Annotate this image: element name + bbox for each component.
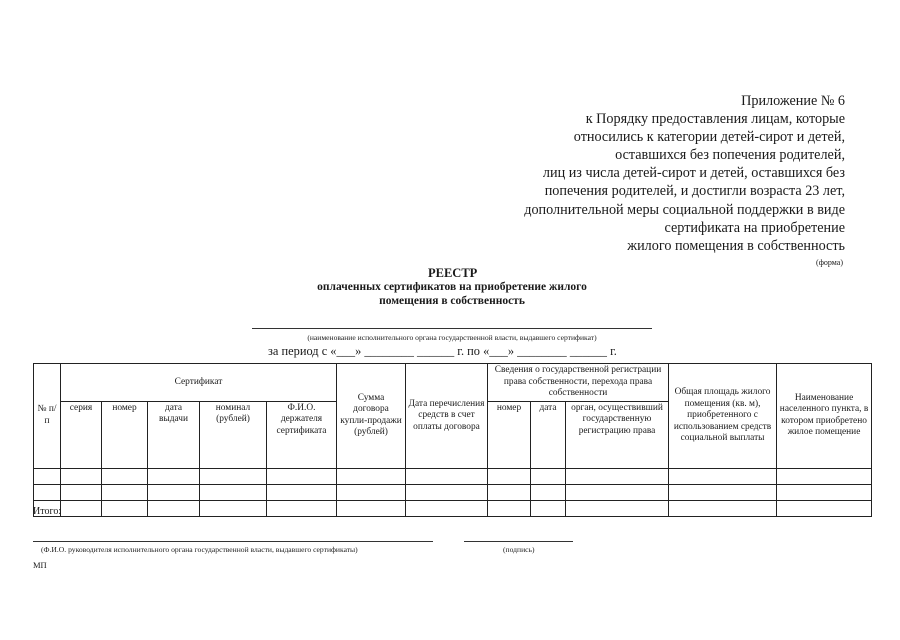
table-cell[interactable] [102, 468, 148, 484]
table-cell[interactable] [200, 468, 267, 484]
appendix-line: дополнительной меры социальной поддержки в виде [524, 201, 845, 218]
table-cell[interactable] [61, 500, 102, 516]
table-cell[interactable] [488, 484, 531, 500]
col-header-reg-date: дата [531, 401, 566, 468]
table-cell[interactable] [406, 500, 488, 516]
col-header-reg-number: номер [488, 401, 531, 468]
document-title: РЕЕСТР [428, 266, 478, 280]
table-cell[interactable] [488, 500, 531, 516]
table-cell[interactable] [337, 500, 406, 516]
appendix-line: лиц из числа детей-сирот и детей, оставшихся без [542, 165, 845, 182]
signature-line [464, 541, 573, 542]
table-cell[interactable] [267, 468, 337, 484]
table-row [34, 468, 872, 484]
col-header-number: № п/п [34, 364, 61, 469]
col-header-series: серия [61, 401, 102, 468]
org-name-caption: (наименование исполнительного органа государственной власти, выдавшего сертификат) [307, 333, 597, 342]
fio-signature-line [33, 541, 433, 542]
fio-caption: (Ф.И.О. руководителя исполнительного органа государственной власти, выдавшего сертификаты) [41, 545, 358, 554]
table-cell[interactable] [669, 484, 777, 500]
appendix-line: относились к категории детей-сирот и детей, [573, 129, 845, 146]
table-cell[interactable] [777, 468, 872, 484]
table-cell[interactable] [34, 468, 61, 484]
col-group-registration: Сведения о государственной регистрации права собственности, перехода права собственности [488, 364, 669, 402]
col-header-transfer-date: Дата перечисления средств в счет оплаты договора [406, 364, 488, 469]
stamp-place-label: МП [33, 560, 47, 570]
table-cell[interactable] [566, 484, 669, 500]
table-cell[interactable] [267, 500, 337, 516]
signature-caption: (подпись) [503, 545, 535, 554]
table-cell[interactable] [669, 468, 777, 484]
registry-table [33, 363, 872, 517]
period-line: за период с «___» ________ ______ г. по «___» ________ ______ г. [268, 344, 617, 358]
table-cell[interactable] [406, 484, 488, 500]
col-header-nominal: номинал (рублей) [200, 401, 267, 468]
table-cell[interactable] [61, 484, 102, 500]
table-cell[interactable] [777, 484, 872, 500]
col-header-sum: Сумма договора купли-продажи (рублей) [337, 364, 406, 469]
table-cell[interactable] [669, 500, 777, 516]
table-cell[interactable] [531, 500, 566, 516]
form-label: (форма) [816, 258, 843, 267]
col-header-reg-authority: орган, осуществивший государственную регистрацию права [566, 401, 669, 468]
subtitle-line-2: помещения в собственность [379, 295, 525, 307]
table-cell[interactable] [148, 468, 200, 484]
appendix-line: оставшихся без попечения родителей, [615, 147, 845, 164]
appendix-line: к Порядку предоставления лицам, которые [585, 111, 845, 128]
table-cell[interactable] [61, 468, 102, 484]
table-cell[interactable] [531, 484, 566, 500]
col-header-holder: Ф.И.О. держателя сертификата [267, 401, 337, 468]
table-cell[interactable] [148, 484, 200, 500]
col-header-locality: Наименование населенного пункта, в котором приобретено жилое помещение [777, 364, 872, 469]
table-cell[interactable] [200, 484, 267, 500]
table-cell[interactable] [267, 484, 337, 500]
table-cell[interactable] [566, 468, 669, 484]
appendix-line: попечения родителей, и достигли возраста 23 лет, [544, 183, 845, 200]
table-cell[interactable] [34, 484, 61, 500]
total-label: Итого: [33, 506, 62, 517]
col-header-cert-number: номер [102, 401, 148, 468]
table-cell[interactable] [488, 468, 531, 484]
table-cell[interactable] [777, 500, 872, 516]
table-row [34, 484, 872, 500]
document-subtitle [252, 280, 652, 308]
appendix-line: Приложение № 6 [741, 93, 845, 109]
appendix-line: сертификата на приобретение [664, 219, 845, 236]
appendix-header [445, 92, 845, 255]
table-cell[interactable] [102, 484, 148, 500]
col-header-issue-date: дата выдачи [148, 401, 200, 468]
table-cell[interactable] [200, 500, 267, 516]
table-cell[interactable] [148, 500, 200, 516]
table-cell[interactable] [337, 484, 406, 500]
col-header-area: Общая площадь жилого помещения (кв. м), приобретенного с использованием средств социальной выплаты [669, 364, 777, 469]
table-cell[interactable] [566, 500, 669, 516]
appendix-line: жилого помещения в собственность [627, 237, 845, 254]
table-row [34, 500, 872, 516]
table-cell[interactable] [337, 468, 406, 484]
col-group-certificate: Сертификат [61, 364, 337, 402]
subtitle-line-1: оплаченных сертификатов на приобретение жилого [317, 281, 587, 293]
table-cell[interactable] [102, 500, 148, 516]
table-cell[interactable] [531, 468, 566, 484]
table-cell[interactable] [406, 468, 488, 484]
org-name-line [252, 328, 652, 329]
